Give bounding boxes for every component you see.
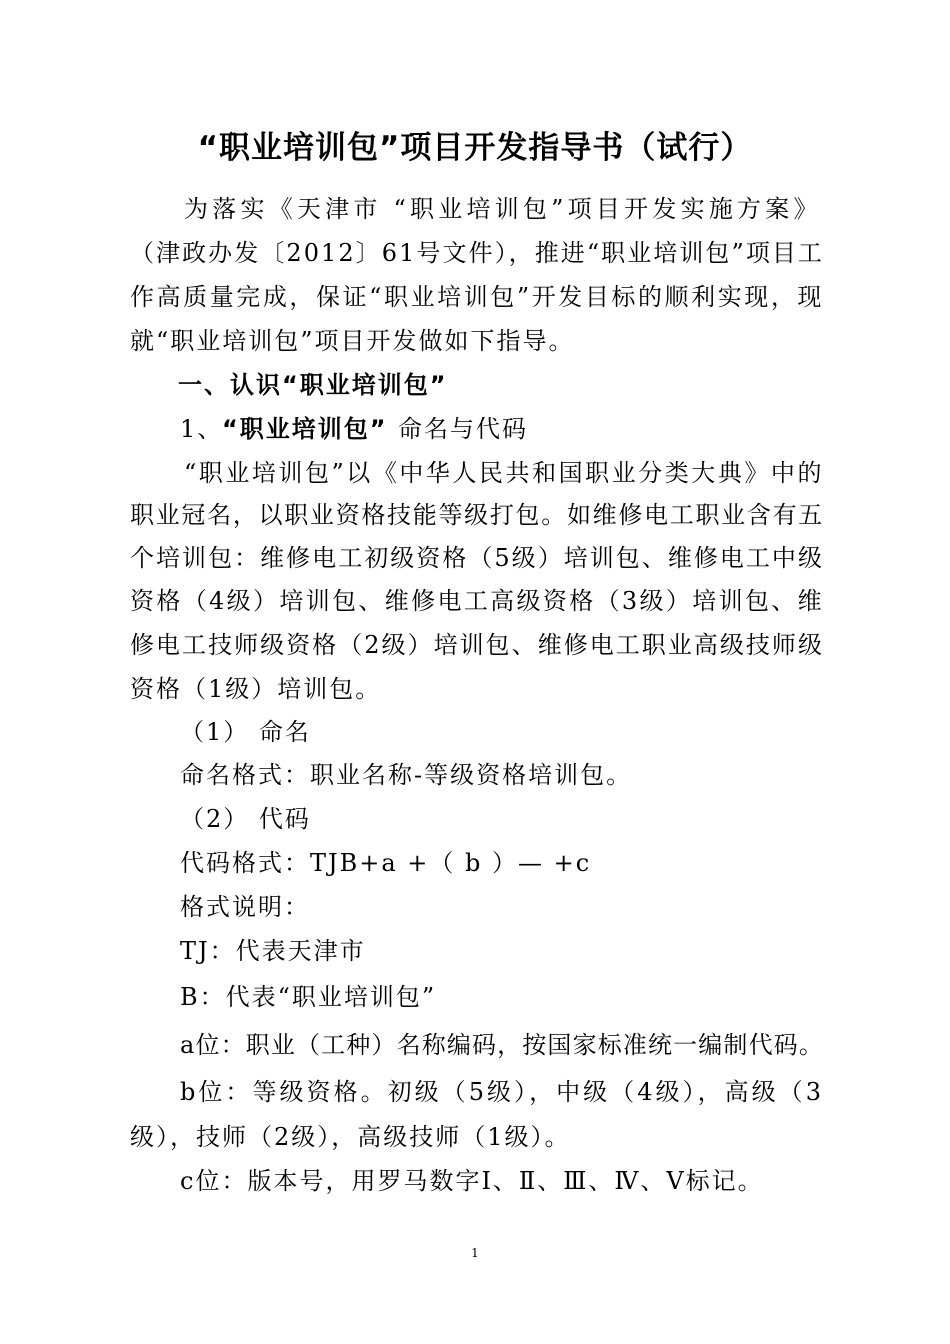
text-line: b位：等级资格。初级（5级），中级（4级），高级（3 [180, 1078, 824, 1106]
text-line: a位：职业（工种）名称编码，按国家标准统一编制代码。 [180, 1031, 824, 1059]
text-line: 资格（4级）培训包、维修电工高级资格（3级）培训包、维 [130, 587, 824, 615]
text-line: “职业培训包” [222, 415, 388, 443]
text-line: “职业培训包”以《中华人民共和国职业分类大典》中的 [184, 459, 824, 487]
text-line: 就“职业培训包”项目开发做如下指导。 [130, 327, 575, 355]
text-line: 代码格式：TJB+a +（ b ）— +c [180, 849, 592, 877]
text-line: 个培训包：维修电工初级资格（5级）培训包、维修电工中级 [130, 544, 824, 572]
text-line: 命名格式：职业名称-等级资格培训包。 [180, 761, 633, 789]
text-line: 修电工技师级资格（2级）培训包、维修电工职业高级技师级 [130, 631, 824, 659]
text-line: 资格（1级）培训包。 [130, 675, 382, 703]
text-line: 命名与代码 [398, 415, 528, 443]
text-line: 级），技师（2级），高级技师（1级）。 [130, 1123, 571, 1151]
text-line: c位：版本号，用罗马数字Ⅰ、Ⅱ、Ⅲ、Ⅳ、Ⅴ标记。 [180, 1167, 764, 1195]
page-number: 1 [471, 1246, 479, 1260]
text-line: 职业冠名，以职业资格技能等级打包。如维修电工职业含有五 [130, 501, 824, 529]
text-line: TJ：代表天津市 [180, 937, 366, 965]
document-title: “职业培训包”项目开发指导书（试行） [197, 130, 753, 166]
text-line: 作高质量完成，保证“职业培训包”开发目标的顺利实现，现 [130, 283, 824, 311]
text-line: 一、认识“职业培训包” [178, 371, 448, 399]
text-line: 为落实《天津市 “职业培训包”项目开发实施方案》 [184, 195, 822, 223]
text-line: 1、 [180, 415, 224, 443]
text-line: B：代表“职业培训包” [180, 983, 437, 1011]
text-line: （2） 代码 [180, 805, 311, 833]
text-line: 格式说明： [180, 893, 310, 921]
text-line: （1） 命名 [180, 718, 311, 746]
text-line: （津政办发〔2012〕61号文件），推进“职业培训包”项目工 [130, 239, 824, 267]
